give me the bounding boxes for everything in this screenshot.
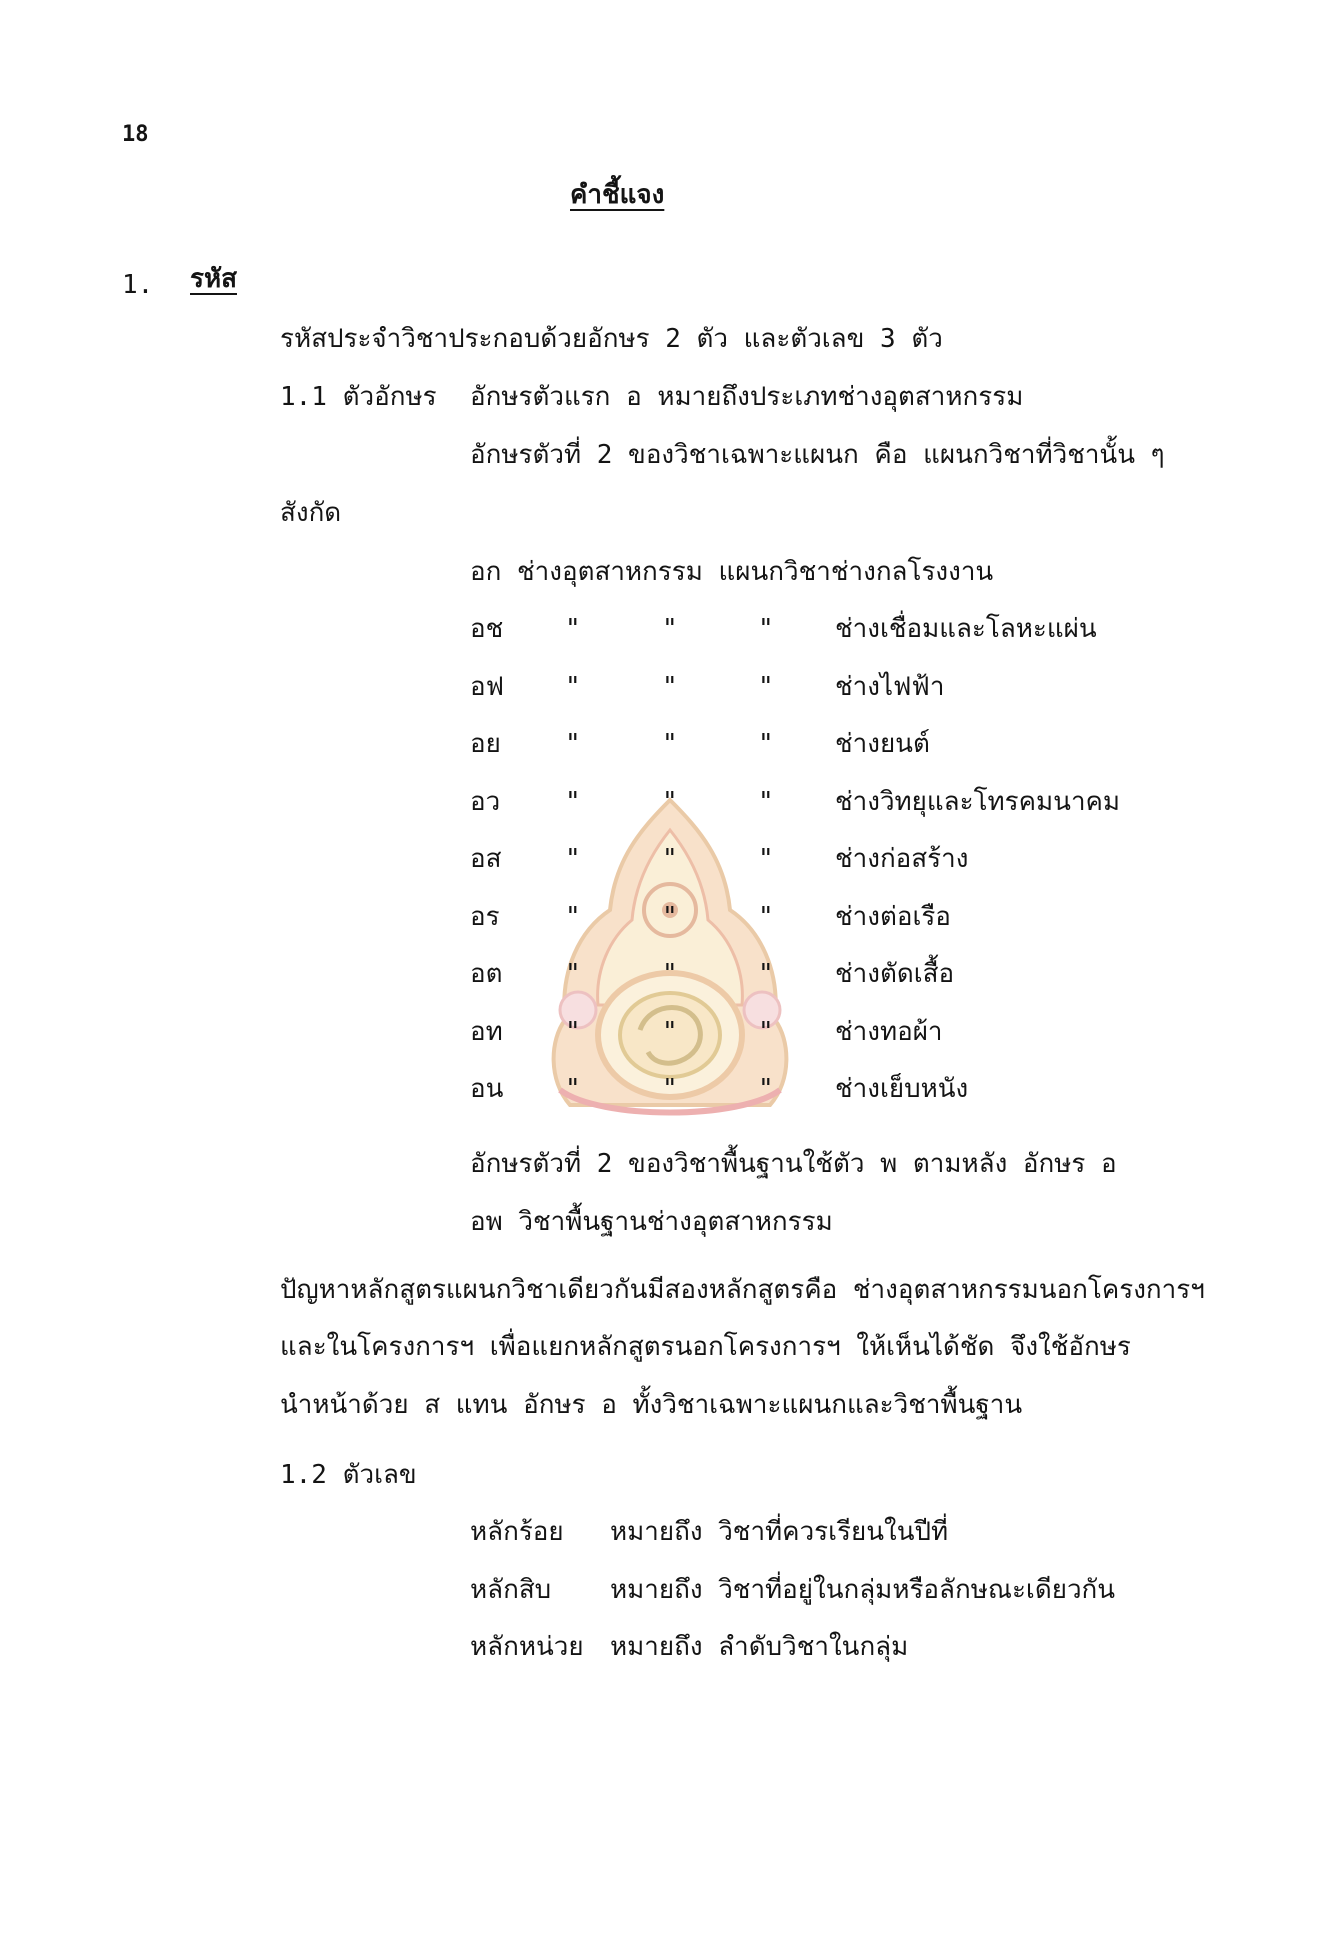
dept-name: ช่างวิทยุและโทรคมนาคม <box>835 787 1121 817</box>
digit-place: หลักหน่วย <box>470 1632 584 1662</box>
dept-code: อฟ <box>470 672 505 702</box>
digit-meaning: หมายถึง วิชาที่อยู่ในกลุ่มหรือลักษณะเดียวกัน <box>610 1575 1116 1605</box>
ditto-mark: " <box>758 1074 774 1104</box>
sub11-line1: อักษรตัวแรก อ หมายถึงประเภทช่างอุตสาหกรรม <box>470 382 1024 412</box>
dept-name: ช่างเย็บหนัง <box>835 1074 969 1104</box>
dept-code: อต <box>470 959 503 989</box>
ditto-mark: " <box>565 614 581 644</box>
dept-code: อท <box>470 1017 503 1047</box>
sub12-label: 1.2 ตัวเลข <box>280 1460 417 1490</box>
ditto-mark: " <box>758 787 774 817</box>
section-heading: รหัส <box>190 264 237 294</box>
ditto-mark: " <box>662 959 678 989</box>
dept-name: ช่างต่อเรือ <box>835 902 951 932</box>
ditto-mark: " <box>565 787 581 817</box>
ditto-mark: " <box>662 844 678 874</box>
basic-line2: อพ วิชาพื้นฐานช่างอุตสาหกรรม <box>470 1207 833 1237</box>
ditto-mark: " <box>758 672 774 702</box>
ditto-mark: " <box>662 1017 678 1047</box>
ditto-mark: " <box>565 902 581 932</box>
ditto-mark: " <box>662 614 678 644</box>
dept-name: ช่างไฟฟ้า <box>835 672 945 702</box>
dept-header: อก ช่างอุตสาหกรรม แผนกวิชาช่างกลโรงงาน <box>470 557 994 587</box>
problem-line3: นำหน้าด้วย ส แทน อักษร อ ทั้งวิชาเฉพาะแผนกและวิชาพื้นฐาน <box>280 1390 1023 1420</box>
ditto-mark: " <box>758 729 774 759</box>
dept-name: ช่างตัดเสื้อ <box>835 959 955 989</box>
ditto-mark: " <box>758 614 774 644</box>
dept-code: อช <box>470 614 504 644</box>
ditto-mark: " <box>758 959 774 989</box>
ditto-mark: " <box>565 1074 581 1104</box>
dept-code: อส <box>470 844 502 874</box>
ditto-mark: " <box>662 1074 678 1104</box>
digit-meaning: หมายถึง ลำดับวิชาในกลุ่ม <box>610 1632 909 1662</box>
digit-place: หลักร้อย <box>470 1517 564 1547</box>
problem-line2: และในโครงการฯ เพื่อแยกหลักสูตรนอกโครงการฯ ให้เห็นได้ชัด จึงใช้อักษร <box>280 1332 1131 1362</box>
ditto-mark: " <box>758 844 774 874</box>
ditto-mark: " <box>565 959 581 989</box>
dept-code: อย <box>470 729 501 759</box>
dept-code: อว <box>470 787 501 817</box>
ditto-mark: " <box>662 729 678 759</box>
sub11-line2: อักษรตัวที่ 2 ของวิชาเฉพาะแผนก คือ แผนกวิชาที่วิชานั้น ๆ <box>470 440 1165 470</box>
problem-line1: ปัญหาหลักสูตรแผนกวิชาเดียวกันมีสองหลักสูตรคือ ช่างอุตสาหกรรมนอกโครงการฯ <box>280 1275 1205 1305</box>
ditto-mark: " <box>565 1017 581 1047</box>
ditto-mark: " <box>565 844 581 874</box>
ditto-mark: " <box>758 902 774 932</box>
sub11-label: 1.1 ตัวอักษร <box>280 382 437 412</box>
dept-name: ช่างทอผ้า <box>835 1017 943 1047</box>
basic-line1: อักษรตัวที่ 2 ของวิชาพื้นฐานใช้ตัว พ ตามหลัง อักษร อ <box>470 1149 1117 1179</box>
page-number: 18 <box>122 122 149 147</box>
section-number: 1. <box>122 270 154 300</box>
sub11-line2-cont: สังกัด <box>280 498 342 528</box>
intro-text: รหัสประจำวิชาประกอบด้วยอักษร 2 ตัว และตัวเลข 3 ตัว <box>280 324 943 354</box>
digit-meaning: หมายถึง วิชาที่ควรเรียนในปีที่ <box>610 1517 949 1547</box>
ditto-mark: " <box>565 672 581 702</box>
page-title: คำชี้แจง <box>570 180 665 210</box>
dept-name: ช่างก่อสร้าง <box>835 844 969 874</box>
digit-place: หลักสิบ <box>470 1575 552 1605</box>
dept-name: ช่างยนต์ <box>835 729 930 759</box>
ditto-mark: " <box>662 902 678 932</box>
ditto-mark: " <box>565 729 581 759</box>
dept-code: อน <box>470 1074 504 1104</box>
dept-code: อร <box>470 902 500 932</box>
ditto-mark: " <box>662 672 678 702</box>
dept-name: ช่างเชื่อมและโลหะแผ่น <box>835 614 1097 644</box>
ditto-mark: " <box>758 1017 774 1047</box>
ditto-mark: " <box>662 787 678 817</box>
